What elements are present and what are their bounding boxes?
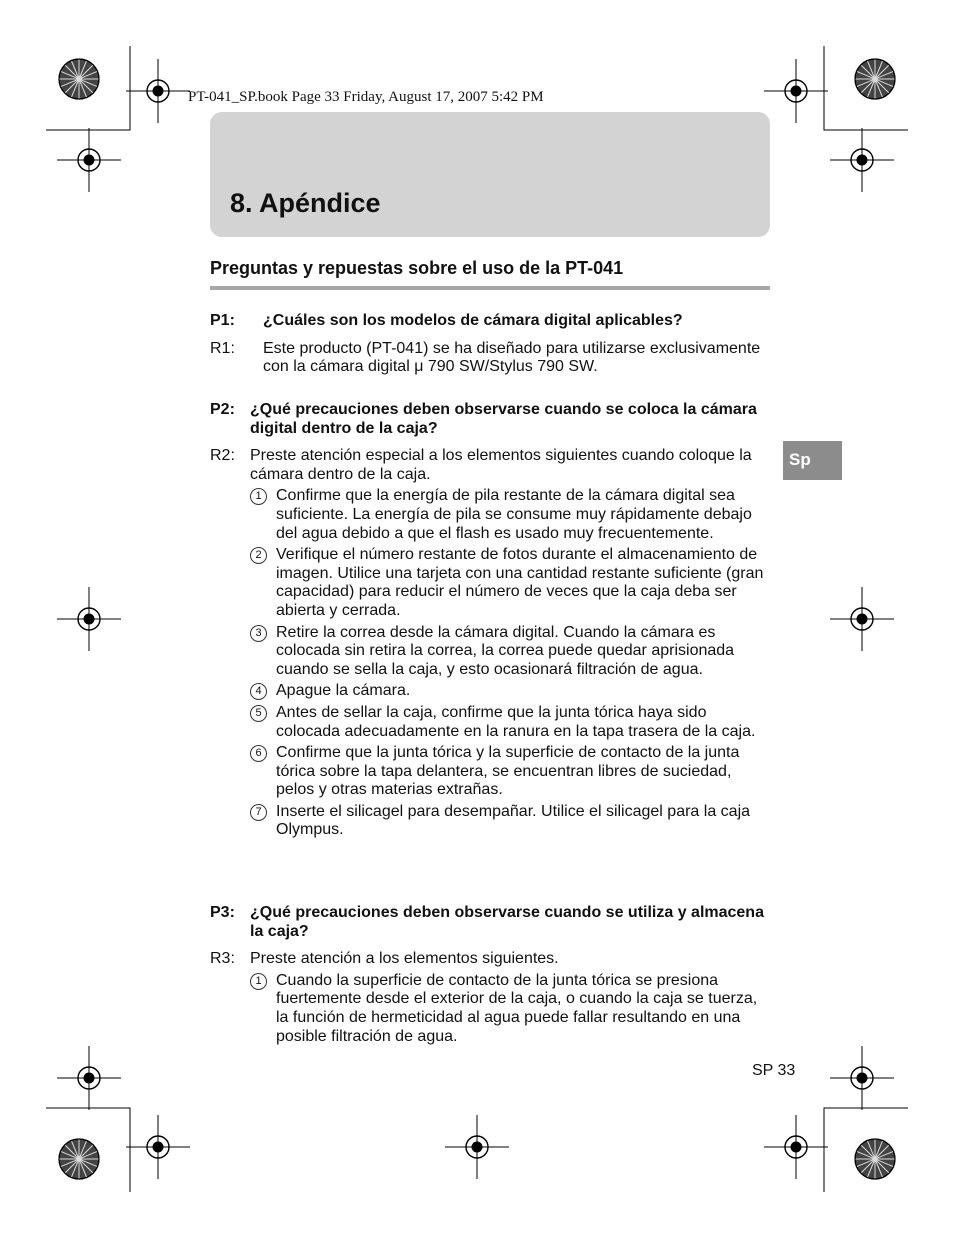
answer-row (210, 340, 770, 377)
list-item (250, 803, 770, 840)
question-label: P2: (210, 401, 235, 418)
list-item-text: Confirme que la junta tórica y la superficie de contacto de la junta tórica sobre la tapa delantera, se encuentran libres de suciedad, pelos y otras materias extrañas. (276, 744, 740, 799)
list-item (250, 682, 770, 701)
list-item-text: Inserte el silicagel para desempañar. Utilice el silicagel para la caja Olympus. (276, 802, 751, 839)
qa-block-3 (210, 904, 770, 1046)
chapter-title: 8. Apéndice (230, 188, 381, 218)
answer-text: Este producto (PT-041) se ha diseñado para utilizarse exclusivamente con la cámara digital μ 790 SW/Stylus 790 SW. (263, 339, 761, 376)
list-item (250, 744, 770, 800)
question-row (210, 401, 770, 438)
circled-number: 3 (250, 625, 267, 642)
answer-row (210, 950, 770, 1046)
list-item (250, 546, 770, 620)
page-number: SP 33 (752, 1062, 796, 1079)
answer-row (210, 447, 770, 840)
language-tab (783, 441, 842, 480)
circled-number: 2 (250, 547, 267, 564)
question-row (210, 312, 770, 331)
list-item-text: Antes de sellar la caja, confirme que la junta tórica haya sido colocada adecuadamente en la ranura en la tapa trasera de la caja. (276, 703, 756, 740)
list-item-text: Apague la cámara. (276, 682, 411, 700)
section-title: Preguntas y repuestas sobre el uso de la PT-041 (210, 258, 624, 278)
qa-block-1 (210, 312, 770, 377)
list-item (250, 487, 770, 543)
circled-number: 5 (250, 705, 267, 722)
list-item-text: Confirme que la energía de pila restante de la cámara digital sea suficiente. La energía de pila se consume muy rápidamente debajo del agua debido a que el flash es usado muy frecuentemente. (276, 487, 752, 542)
section-divider (210, 286, 770, 290)
question-text: ¿Qué precauciones deben observarse cuando se coloca la cámara digital dentro de la caja? (250, 401, 757, 437)
question-row (210, 904, 770, 941)
list-item-text: Cuando la superficie de contacto de la junta tórica se presiona fuertemente desde el exterior de la caja, o cuando la caja se tuerza, la función de hermeticidad al agua puede fallar resultando en una posible filtración de agua. (276, 971, 758, 1045)
answer-label: R2: (210, 447, 235, 465)
list-item-text: Verifique el número restante de fotos durante el almacenamiento de imagen. Utilice una tarjeta con una cantidad restante suficiente (gran capacidad) para reducir el número de veces que la caja deba ser abierta y cerrada. (276, 546, 764, 619)
list-item-text: Retire la correa desde la cámara digital. Cuando la cámara es colocada sin retira la correa, la correa puede quedar aprisionada cuando se sella la caja, y esto ocasionará filtración de agua. (276, 623, 735, 678)
book-header-line: PT-041_SP.book Page 33 Friday, August 17, 2007 5:42 PM (188, 89, 544, 105)
question-label: P1: (210, 312, 235, 329)
circled-number: 1 (250, 488, 267, 505)
circled-number: 7 (250, 804, 267, 821)
answer-label: R3: (210, 950, 235, 968)
circled-number: 1 (250, 973, 267, 990)
circled-number: 6 (250, 745, 267, 762)
question-text: ¿Qué precauciones deben observarse cuando se utiliza y almacena la caja? (250, 904, 764, 940)
qa-block-2 (210, 401, 770, 840)
answer-text: Preste atención a los elementos siguientes. (250, 950, 559, 968)
answer-text: Preste atención especial a los elementos siguientes cuando coloque la cámara dentro de la caja. (250, 447, 752, 483)
language-tab-label: Sp (789, 450, 811, 469)
question-label: P3: (210, 904, 235, 921)
list-item (250, 624, 770, 680)
list-item (250, 972, 770, 1046)
question-text: ¿Cuáles son los modelos de cámara digital aplicables? (263, 312, 683, 329)
chapter-banner (210, 112, 770, 237)
list-item (250, 704, 770, 741)
answer-label: R1: (210, 339, 235, 357)
circled-number: 4 (250, 683, 267, 700)
